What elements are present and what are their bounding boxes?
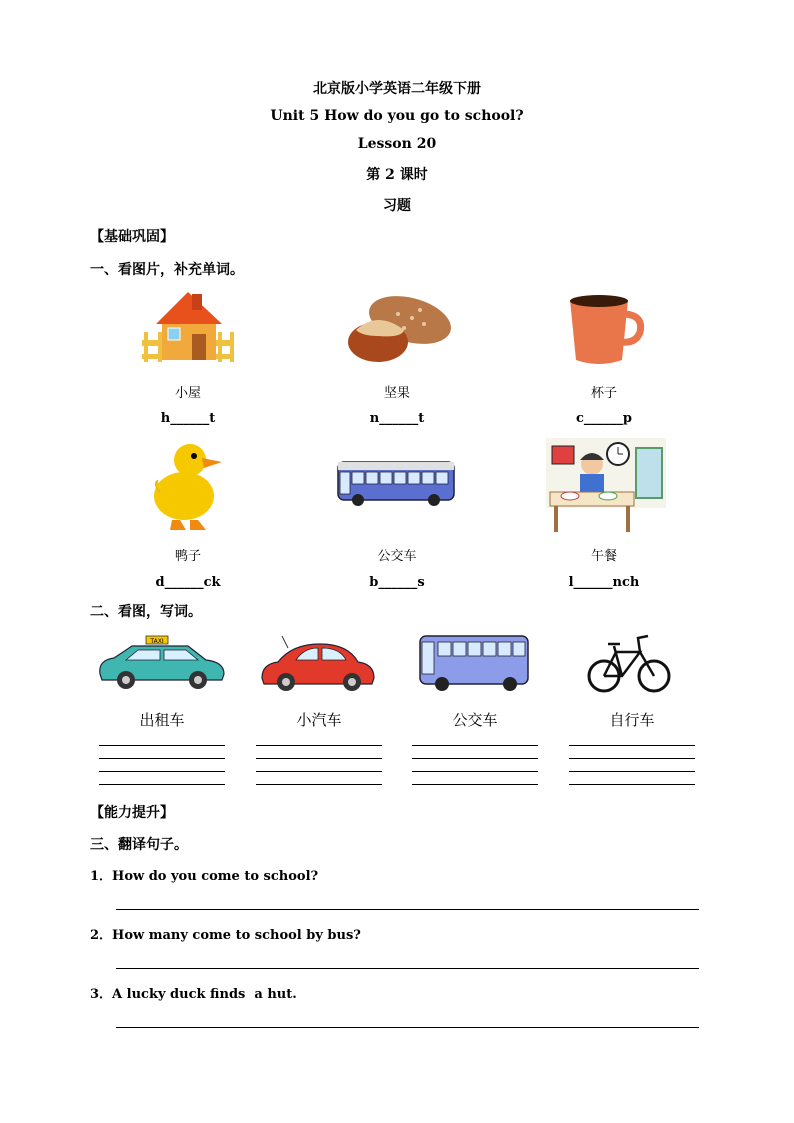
cn-label-nut: 坚果 [383, 386, 410, 401]
kind-title: 习题 [383, 198, 411, 214]
bus-icon [416, 630, 532, 694]
sentence-text: How do you come to school? [112, 869, 319, 884]
lunch-icon [546, 438, 666, 534]
vehicle-label-car: 小汽车 [296, 711, 342, 729]
sentence-number: 2． [90, 928, 113, 943]
bus-icon [334, 458, 458, 508]
cn-label-hut: 小屋 [174, 386, 201, 401]
section-advanced-title: 【能力提升】 [90, 805, 174, 821]
fill-word-lunch: l______nch [568, 575, 640, 590]
question-3-title: 三、翻译句子。 [90, 837, 188, 853]
section-basic-title: 【基础巩固】 [90, 229, 174, 245]
cn-label-cup: 杯子 [590, 386, 617, 401]
cup-icon [566, 292, 646, 366]
fill-word-duck: d______ck [155, 575, 221, 590]
cn-label-duck: 鸭子 [174, 549, 201, 564]
sentence-text: A lucky duck finds a hut. [112, 987, 297, 1002]
sentence-number: 3． [90, 987, 113, 1002]
answer-line-2[interactable] [116, 968, 699, 969]
writing-lines-bus[interactable] [412, 733, 538, 785]
nut-icon [342, 288, 454, 368]
lesson-title: Lesson 20 [357, 136, 437, 152]
question-2-title: 二、看图，写词。 [90, 604, 202, 620]
taxi-sign: TAXI [150, 638, 164, 645]
sentence-text: How many come to school by bus? [112, 928, 361, 943]
fill-word-bus: b______s [369, 575, 425, 590]
sentence-2 [90, 924, 361, 943]
house-icon [138, 288, 238, 372]
sentence-3 [90, 983, 297, 1002]
vehicle-label-taxi: 出租车 [139, 711, 185, 729]
sentence-1 [90, 865, 318, 884]
period-title: 第 2 课时 [366, 167, 428, 183]
car-icon [258, 634, 376, 694]
fill-word-nut: n______t [369, 411, 425, 426]
answer-line-1[interactable] [116, 909, 699, 910]
fill-word-hut: h______t [160, 411, 216, 426]
book-title: 北京版小学英语二年级下册 [313, 81, 481, 97]
unit-title: Unit 5 How do you go to school? [270, 108, 524, 124]
duck-icon [150, 436, 224, 532]
taxi-icon [94, 634, 228, 692]
writing-lines-bicycle[interactable] [569, 733, 695, 785]
bicycle-icon [586, 630, 672, 696]
question-1-title: 一、看图片，补充单词。 [90, 262, 244, 278]
cn-label-lunch: 午餐 [590, 549, 617, 564]
answer-line-3[interactable] [116, 1027, 699, 1028]
vehicle-label-bus: 公交车 [452, 711, 498, 729]
vehicle-label-bicycle: 自行车 [609, 711, 655, 729]
sentence-number: 1． [90, 869, 113, 884]
fill-word-cup: c______p [575, 411, 632, 426]
cn-label-bus: 公交车 [377, 549, 417, 564]
writing-lines-car[interactable] [256, 733, 382, 785]
writing-lines-taxi[interactable] [99, 733, 225, 785]
